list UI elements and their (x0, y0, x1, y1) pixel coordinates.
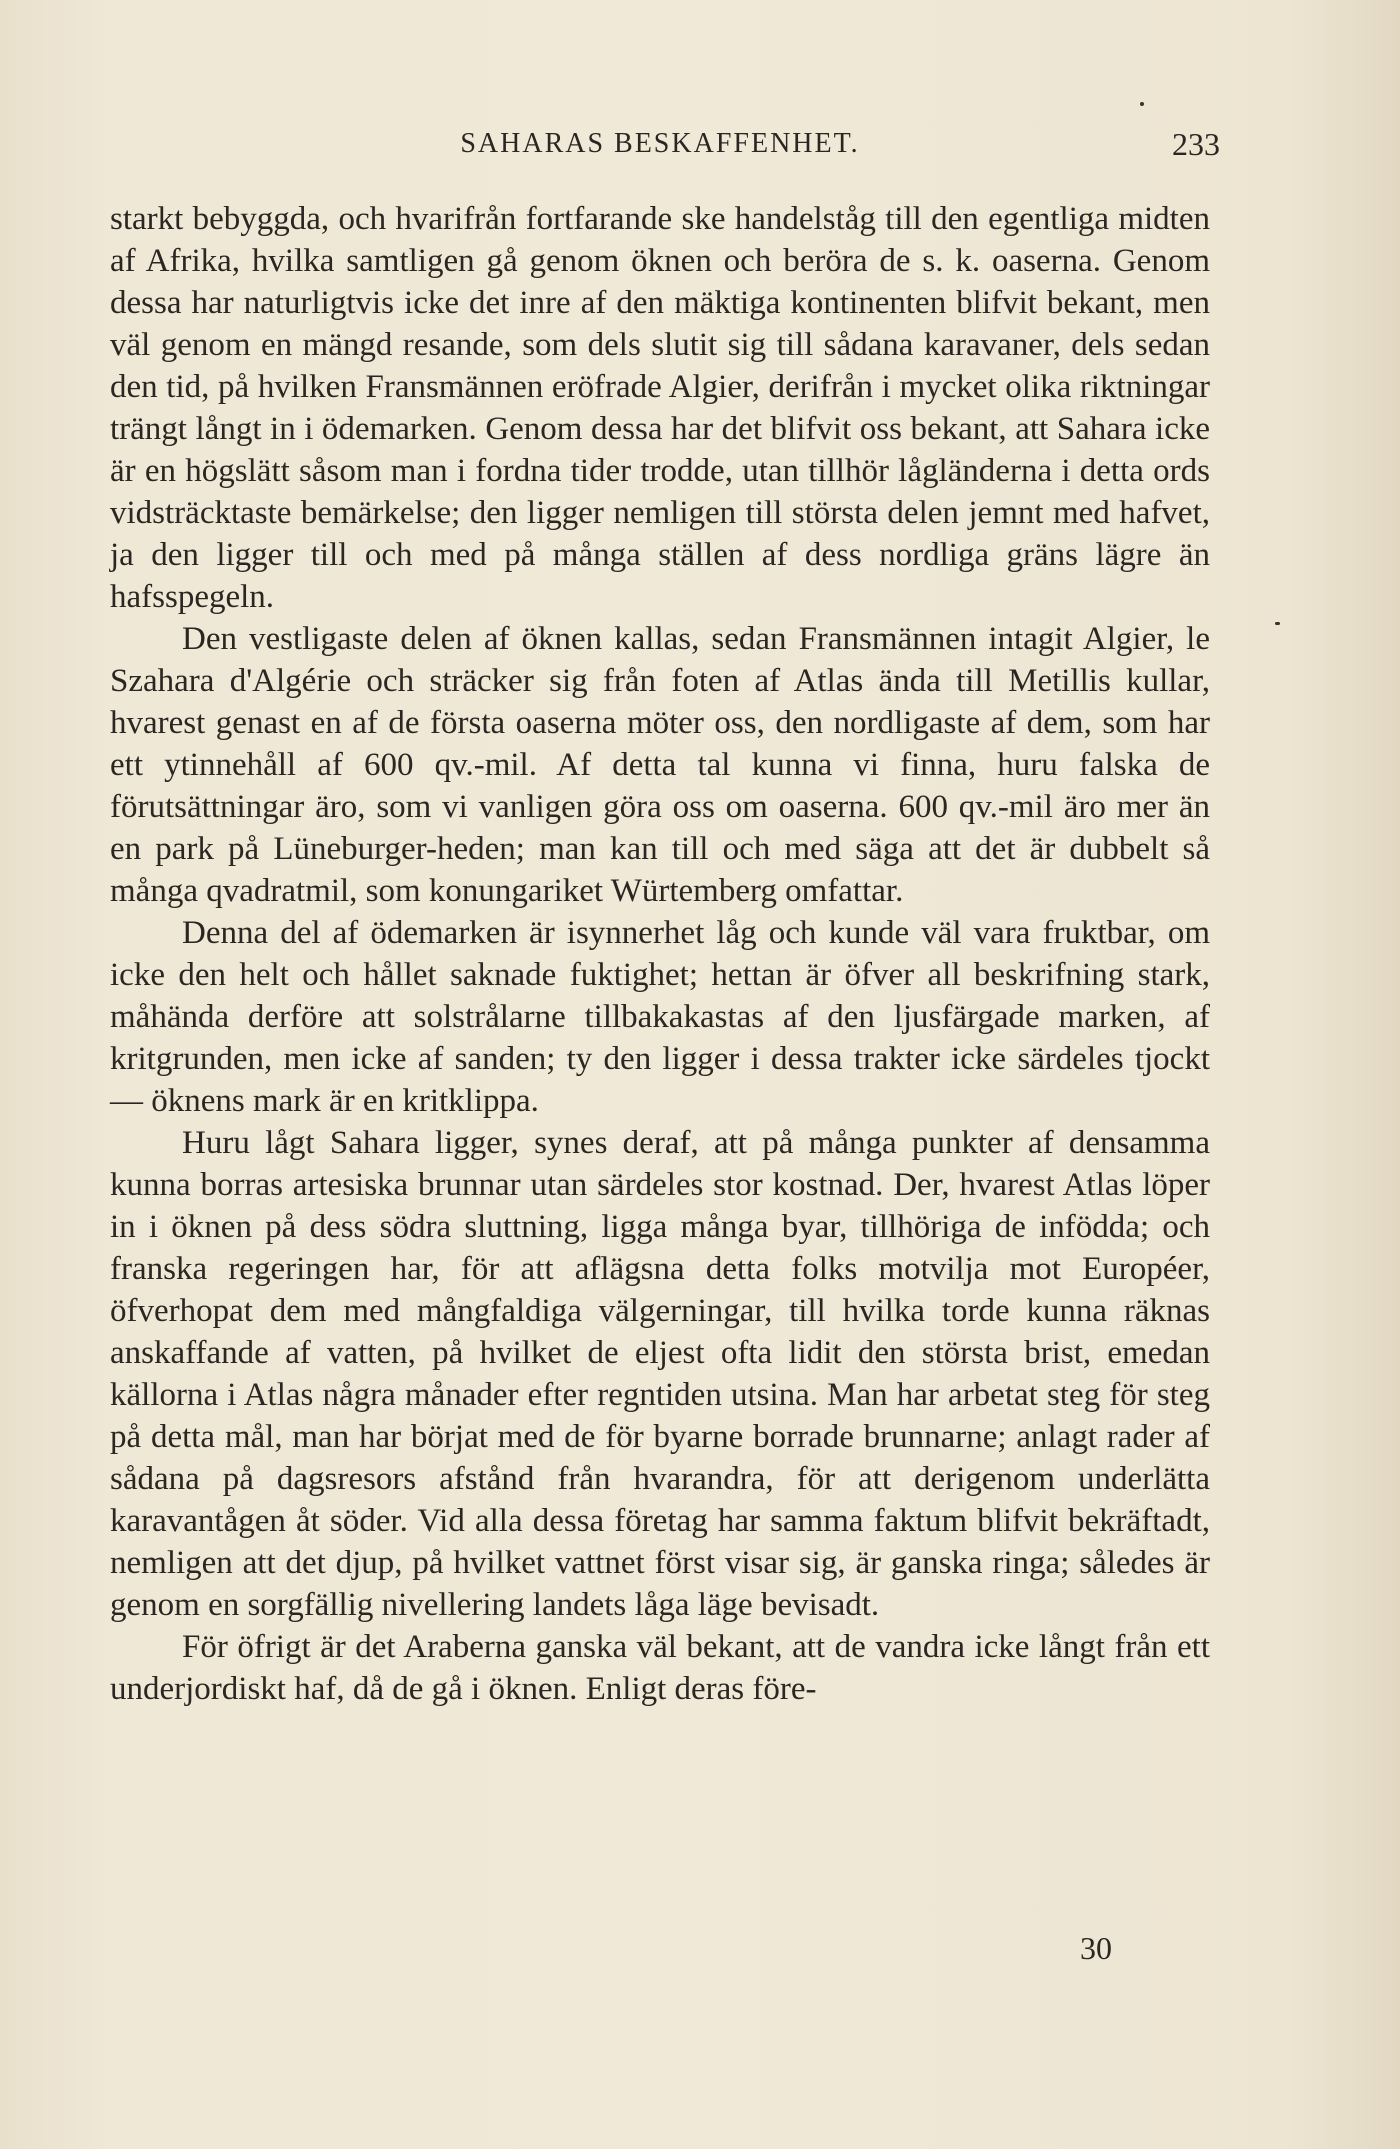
page-number: 233 (1172, 126, 1220, 162)
body-text (110, 198, 1210, 1710)
paragraph: Den vestligaste delen af öknen kallas, sedan Fransmännen intagit Algier, le Szahara d'Algérie och sträcker sig från foten af Atlas ända till Metillis kullar, hvarest genast en af de första oaserna möter oss, den nordligaste af dem, som har ett ytinnehåll af 600 qv.-mil. Af detta tal kunna vi finna, huru falska de förutsättningar äro, som vi vanligen göra oss om oaserna. 600 qv.-mil äro mer än en park på Lüneburger-heden; man kan till och med säga att det är dubbelt så många qvadratmil, som konungariket Würtemberg omfattar. (110, 621, 1210, 909)
paragraph: Huru lågt Sahara ligger, synes deraf, att på många punkter af densamma kunna borras artesiska brunnar utan särdeles stor kostnad. Der, hvarest Atlas löper in i öknen på dess södra sluttning, ligga många byar, tillhöriga de infödda; och franska regeringen har, för att aflägsna detta folks motvilja mot Européer, öfverhopat dem med mångfaldiga välgerningar, till hvilka torde kunna räknas anskaffande af vatten, på hvilket de eljest ofta lidit den största brist, emedan källorna i Atlas några månader efter regntiden utsina. Man har arbetat steg för steg på detta mål, man har börjat med de för byarne borrade brunnarne; anlagt rader af sådana på dagsresors afstånd från hvarandra, för att derigenom underlätta karavantågen åt söder. Vid alla dessa företag har samma faktum blifvit bekräftadt, nemligen att det djup, på hvilket vattnet först visar sig, är ganska ringa; således är genom en sorgfällig nivellering landets låga läge bevisadt. (110, 1125, 1210, 1623)
page-header (110, 126, 1220, 168)
paragraph: Denna del af ödemarken är isynnerhet låg och kunde väl vara fruktbar, om icke den helt och hållet saknade fuktighet; hettan är öfver all beskrifning stark, måhända derföre att solstrålarne tillbakakastas af den ljusfärgade marken, af kritgrunden, men icke af sanden; ty den ligger i dessa trakter icke särdeles tjockt — öknens mark är en kritklippa. (110, 915, 1210, 1119)
ink-speck (1275, 622, 1280, 625)
paragraph: starkt bebyggda, och hvarifrån fortfarande ske handelståg till den egentliga midten af Afrika, hvilka samtligen gå genom öknen och beröra de s. k. oaserna. Genom dessa har naturligtvis icke det inre af den mäktiga kontinenten blifvit bekant, men väl genom en mängd resande, som dels slutit sig till sådana karavaner, dels sedan den tid, på hvilken Fransmännen eröfrade Algier, derifrån i mycket olika riktningar trängt långt in i ödemarken. Genom dessa har det blifvit oss bekant, att Sahara icke är en högslätt såsom man i fordna tider trodde, utan tillhör lågländerna i detta ords vidsträcktaste bemärkelse; den ligger nemligen till största delen jemnt med hafvet, ja den ligger till och med på många ställen af dess nordliga gräns lägre än hafsspegeln. (110, 201, 1210, 615)
paragraph: För öfrigt är det Araberna ganska väl bekant, att de vandra icke långt från ett underjordiskt haf, då de gå i öknen. Enligt deras före- (110, 1629, 1210, 1707)
signature-mark: 30 (1080, 1930, 1112, 1966)
ink-speck (1140, 102, 1144, 106)
running-head: SAHARAS BESKAFFENHET. (460, 128, 860, 159)
